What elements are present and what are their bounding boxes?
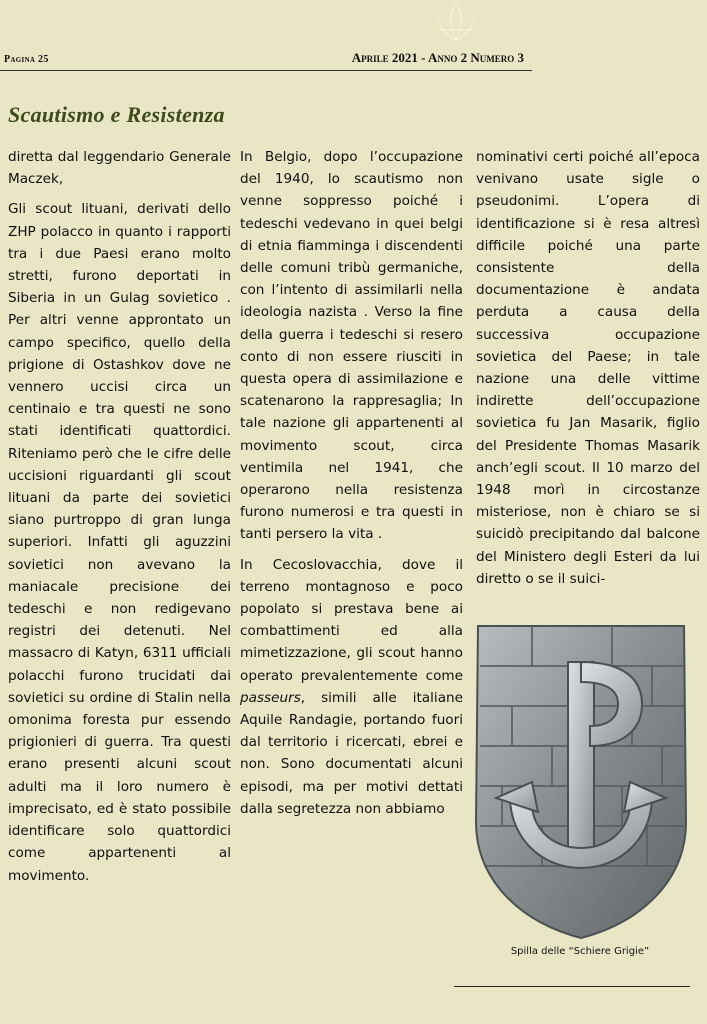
paragraph: nominativi certi poiché all’epoca venivano usate sigle o pseudonimi. L’opera di identificazione si è resa altresì difficile poiché una parte consistente della documentazione è andata perduta a causa della successiva occupazione sovietica del Paese; in tale nazione una delle vittime indirette dell’occupazione sovietica fu Jan Masarik, figlio del Presidente Thomas Masarik anch’egli scout. Il 10 marzo del 1948 morì in circostanze misteriose, non è chiaro se si suicidò precipitando dal balcone del Ministero degli Esteri da lui diretto o se il suici- bbox=[476, 149, 700, 587]
text-run: In Cecoslovacchia, dove il terreno montagnoso e poco popolato si prestava bene ai combattimenti ed alla mimetizzazione, gli scout hanno operato prevalentemente come bbox=[240, 556, 463, 684]
text-column-2 bbox=[240, 146, 463, 820]
paragraph: Gli scout lituani, derivati dello ZHP polacco in quanto i rapporti tra i due Paesi erano molto stretti, furono deportati in Siberia in un Gulag sovietico . Per altri venne approntato un campo specifico, quello della prigione di Ostashkov dove ne vennero uccisi circa un centinaio e tra questi ne sono stati identificati quattordici. Riteniamo però che le cifre delle uccisioni riguardanti gli scout lituani da parte dei sovietici siano purtroppo di gran lunga superiori. Infatti gli aguzzini sovietici non avevano la maniacale precisione dei tedeschi e non redigevano registri dei detenuti. Nel massacro di Katyn, 6311 ufficiali polacchi furono trucidati dai sovietici su ordine di Stalin nella omonima foresta pur essendo prigionieri di guerra. Tra questi erano presenti alcuni scout adulti ma il loro numero è imprecisato, ed è stato possibile identificare solo quattordici come appartenenti al movimento. bbox=[8, 201, 231, 884]
kotwica-anchor-badge-icon bbox=[472, 622, 690, 940]
paragraph: In Belgio, dopo l’occupazione del 1940, lo scautismo non venne soppresso poiché i tedeschi vedevano in quei belgi di etnia fiamminga i discendenti delle comuni tribù germaniche, con l’intento di assimilarli nella ideologia nazista . Verso la fine della guerra i tedeschi si resero conto di non essere riusciti in questa opera di assimilazione e scatenarono la rappresaglia; In tale nazione gli appartenenti al movimento scout, circa ventimila nel 1941, che operarono nella resistenza furono numerosi e tra questi in tanti persero la vita . bbox=[240, 149, 463, 543]
paragraph bbox=[240, 554, 463, 820]
article-title: Scautismo e Resistenza bbox=[8, 102, 225, 127]
text-column-1 bbox=[8, 146, 231, 887]
figure-caption: Spilla delle “Schiere Grigie” bbox=[510, 946, 650, 957]
italic-term: passeurs bbox=[240, 689, 301, 706]
text-run: , simili alle italiane Aquile Randagie, portando fuori dal territorio i ricercati, ebrei e non. Sono documentati alcuni episodi, ma per motivi dettati dalla segretezza non abbiamo bbox=[240, 689, 463, 817]
text-column-3 bbox=[476, 146, 700, 590]
watermark-fleur-icon bbox=[426, 0, 486, 44]
issue-info: Aprile 2021 - Anno 2 Numero 3 bbox=[351, 50, 524, 65]
page-number: Pagina 25 bbox=[4, 54, 49, 65]
footer-divider bbox=[454, 986, 690, 987]
paragraph: diretta dal leggendario Generale Maczek, bbox=[8, 149, 231, 188]
page-header bbox=[0, 48, 532, 71]
